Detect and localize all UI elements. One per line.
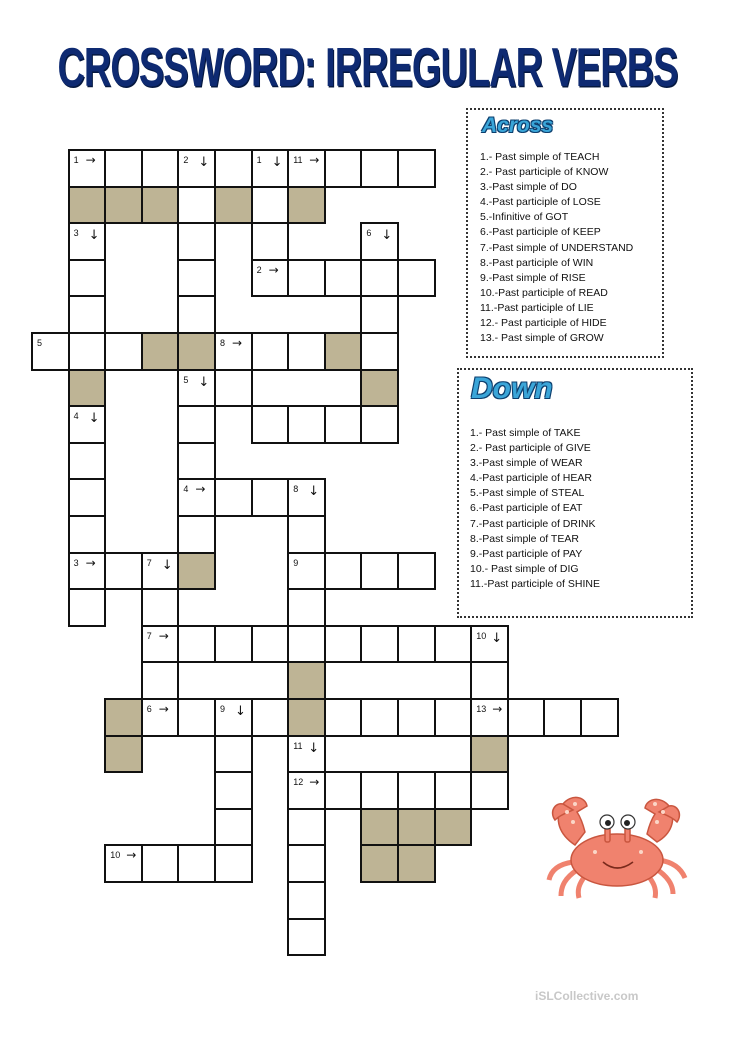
clue-number: 8 bbox=[220, 338, 226, 348]
arrow-right-icon: → bbox=[158, 628, 169, 643]
crossword-cell[interactable] bbox=[177, 698, 216, 737]
arrow-right-icon: → bbox=[126, 848, 137, 863]
crossword-cell[interactable] bbox=[360, 222, 399, 261]
crossword-cell[interactable] bbox=[177, 478, 216, 517]
across-clue: 13.- Past simple of GROW bbox=[480, 332, 604, 345]
clue-number: 5 bbox=[37, 338, 43, 348]
clue-number: 7 bbox=[146, 630, 152, 641]
crossword-cell[interactable] bbox=[287, 149, 326, 188]
crossword-cell[interactable] bbox=[251, 186, 290, 225]
crossword-cell[interactable] bbox=[397, 771, 436, 810]
crossword-cell[interactable] bbox=[214, 844, 253, 883]
arrow-right-icon: → bbox=[85, 153, 96, 167]
arrow-down-icon: ↓ bbox=[198, 155, 210, 170]
clue-number: 8 bbox=[293, 484, 299, 495]
crossword-cell[interactable] bbox=[141, 588, 180, 627]
crossword-cell[interactable] bbox=[287, 552, 326, 591]
crossword-cell[interactable] bbox=[177, 259, 216, 298]
clue-number: 13 bbox=[476, 704, 487, 714]
arrow-down-icon: ↓ bbox=[381, 228, 393, 244]
shaded-cell[interactable] bbox=[104, 735, 143, 774]
crossword-cell[interactable] bbox=[141, 661, 180, 700]
crossword-cell[interactable] bbox=[251, 149, 290, 188]
crossword-cell[interactable] bbox=[287, 405, 326, 444]
crossword-cell[interactable] bbox=[251, 698, 290, 737]
shaded-cell[interactable] bbox=[360, 844, 399, 883]
crossword-cell[interactable] bbox=[214, 771, 253, 810]
crossword-cell[interactable] bbox=[470, 771, 509, 810]
crossword-cell[interactable] bbox=[580, 698, 619, 737]
shaded-cell[interactable] bbox=[177, 552, 216, 591]
clue-number: 3 bbox=[73, 228, 79, 239]
crossword-cell[interactable] bbox=[104, 149, 143, 188]
arrow-right-icon: → bbox=[309, 153, 320, 167]
shaded-cell[interactable] bbox=[287, 698, 326, 737]
crossword-cell[interactable] bbox=[360, 552, 399, 591]
down-clue: 10.- Past simple of DIG bbox=[470, 562, 579, 575]
crossword-cell[interactable] bbox=[360, 405, 399, 444]
arrow-down-icon: ↓ bbox=[198, 374, 210, 390]
crossword-cell[interactable] bbox=[324, 552, 363, 591]
arrow-right-icon: → bbox=[232, 336, 243, 350]
clue-number: 12 bbox=[293, 777, 304, 788]
down-clue: 3.-Past simple of WEAR bbox=[470, 457, 583, 470]
arrow-down-icon: ↓ bbox=[308, 484, 320, 500]
crossword-cell[interactable] bbox=[251, 478, 290, 517]
shaded-cell[interactable] bbox=[214, 186, 253, 225]
shaded-cell[interactable] bbox=[397, 844, 436, 883]
crossword-cell[interactable] bbox=[397, 149, 436, 188]
crossword-cell[interactable] bbox=[68, 442, 107, 481]
crossword-cell[interactable] bbox=[177, 625, 216, 664]
crossword-cell[interactable] bbox=[141, 844, 180, 883]
down-clue: 8.-Past simple of TEAR bbox=[470, 532, 579, 545]
across-clue: 11.-Past participle of LIE bbox=[480, 301, 594, 314]
clue-number: 10 bbox=[476, 630, 487, 641]
down-clue: 11.-Past participle of SHINE bbox=[470, 577, 600, 590]
crossword-cell[interactable] bbox=[360, 259, 399, 298]
crossword-cell[interactable] bbox=[287, 332, 326, 371]
crossword-cell[interactable] bbox=[251, 259, 290, 298]
crossword-cell[interactable] bbox=[31, 332, 70, 371]
across-heading: Across bbox=[482, 114, 554, 137]
across-clue: 8.-Past participle of WIN bbox=[480, 256, 594, 269]
down-clue-box bbox=[457, 368, 693, 618]
clue-number: 7 bbox=[146, 557, 152, 568]
crossword-cell[interactable] bbox=[324, 771, 363, 810]
across-clue: 7.-Past simple of UNDERSTAND bbox=[480, 241, 634, 254]
crossword-cell[interactable] bbox=[214, 625, 253, 664]
crossword-cell[interactable] bbox=[287, 625, 326, 664]
crossword-cell[interactable] bbox=[287, 478, 326, 517]
down-clue-list bbox=[470, 426, 600, 592]
across-clue: 12.- Past participle of HIDE bbox=[480, 317, 607, 330]
crossword-cell[interactable] bbox=[324, 405, 363, 444]
crossword-cell[interactable] bbox=[68, 588, 107, 627]
crossword-cell[interactable] bbox=[68, 295, 107, 334]
crossword-cell[interactable] bbox=[287, 771, 326, 810]
crossword-cell[interactable] bbox=[68, 259, 107, 298]
watermark: iSLCollective.com bbox=[535, 989, 639, 1003]
shaded-cell[interactable] bbox=[287, 186, 326, 225]
arrow-down-icon: ↓ bbox=[271, 155, 283, 170]
shaded-cell[interactable] bbox=[397, 808, 436, 847]
crossword-cell[interactable] bbox=[287, 588, 326, 627]
crossword-cell[interactable] bbox=[177, 405, 216, 444]
crossword-cell[interactable] bbox=[287, 515, 326, 554]
page-title: CROSSWORD: IRREGULAR VERBS bbox=[57, 38, 678, 99]
crossword-cell[interactable] bbox=[324, 149, 363, 188]
crossword-cell[interactable] bbox=[251, 405, 290, 444]
arrow-right-icon: → bbox=[309, 775, 320, 790]
shaded-cell[interactable] bbox=[360, 369, 399, 408]
crossword-cell[interactable] bbox=[324, 625, 363, 664]
crossword-cell[interactable] bbox=[177, 442, 216, 481]
arrow-down-icon: ↓ bbox=[491, 630, 503, 646]
crossword-cell[interactable] bbox=[214, 332, 253, 371]
arrow-right-icon: → bbox=[492, 702, 503, 716]
shaded-cell[interactable] bbox=[104, 698, 143, 737]
crossword-cell[interactable] bbox=[324, 259, 363, 298]
crossword-cell[interactable] bbox=[470, 698, 509, 737]
crossword-cell[interactable] bbox=[507, 698, 546, 737]
down-clue: 4.-Past participle of HEAR bbox=[470, 472, 592, 485]
crossword-cell[interactable] bbox=[287, 735, 326, 774]
clue-number: 4 bbox=[183, 484, 189, 495]
crossword-cell[interactable] bbox=[141, 698, 180, 737]
crossword-cell[interactable] bbox=[177, 222, 216, 261]
shaded-cell[interactable] bbox=[68, 369, 107, 408]
crossword-cell[interactable] bbox=[397, 698, 436, 737]
crossword-cell[interactable] bbox=[434, 698, 473, 737]
down-heading: Down bbox=[471, 372, 553, 405]
clue-number: 2 bbox=[256, 264, 262, 275]
crossword-cell[interactable] bbox=[470, 625, 509, 664]
crossword-cell[interactable] bbox=[141, 552, 180, 591]
across-clue: 10.-Past participle of READ bbox=[480, 286, 608, 299]
crossword-cell[interactable] bbox=[214, 735, 253, 774]
crossword-cell[interactable] bbox=[104, 332, 143, 371]
across-clue: 5.-Infinitive of GOT bbox=[480, 211, 569, 224]
crossword-cell[interactable] bbox=[324, 698, 363, 737]
across-clue: 6.-Past participle of KEEP bbox=[480, 226, 601, 239]
crossword-cell[interactable] bbox=[68, 552, 107, 591]
across-clue: 2.- Past participle of KNOW bbox=[480, 166, 609, 179]
crossword-cell[interactable] bbox=[177, 844, 216, 883]
clue-number: 11 bbox=[293, 740, 303, 751]
across-clue-box bbox=[466, 108, 664, 358]
arrow-right-icon: → bbox=[85, 555, 96, 570]
crossword-cell[interactable] bbox=[360, 698, 399, 737]
clue-number: 6 bbox=[146, 704, 152, 714]
clue-number: 3 bbox=[73, 557, 79, 568]
crossword-cell[interactable] bbox=[360, 771, 399, 810]
crossword-cell[interactable] bbox=[104, 844, 143, 883]
crossword-cell[interactable] bbox=[68, 515, 107, 554]
clue-number: 2 bbox=[183, 155, 189, 165]
crossword-cell[interactable] bbox=[251, 332, 290, 371]
crossword-cell[interactable] bbox=[360, 625, 399, 664]
clue-number: 9 bbox=[220, 704, 226, 714]
crossword-cell[interactable] bbox=[68, 222, 107, 261]
crossword-cell[interactable] bbox=[397, 552, 436, 591]
clue-number: 10 bbox=[110, 850, 121, 861]
crossword-cell[interactable] bbox=[214, 698, 253, 737]
shaded-cell[interactable] bbox=[470, 735, 509, 774]
crossword-cell[interactable] bbox=[177, 369, 216, 408]
crossword-cell[interactable] bbox=[68, 149, 107, 188]
crossword-cell[interactable] bbox=[251, 222, 290, 261]
crossword-cell[interactable] bbox=[177, 149, 216, 188]
arrow-right-icon: → bbox=[268, 262, 279, 277]
clue-number: 1 bbox=[256, 155, 262, 165]
shaded-cell[interactable] bbox=[287, 661, 326, 700]
shaded-cell[interactable] bbox=[141, 332, 180, 371]
clue-number: 1 bbox=[73, 155, 79, 165]
clue-number: 5 bbox=[183, 374, 189, 385]
crossword-cell[interactable] bbox=[397, 259, 436, 298]
crossword-cell[interactable] bbox=[68, 478, 107, 517]
crab-icon bbox=[545, 790, 695, 900]
down-clue: 7.-Past participle of DRINK bbox=[470, 517, 596, 530]
across-clue: 9.-Past simple of RISE bbox=[480, 271, 586, 284]
crossword-cell[interactable] bbox=[214, 808, 253, 847]
shaded-cell[interactable] bbox=[324, 332, 363, 371]
shaded-cell[interactable] bbox=[434, 808, 473, 847]
crossword-cell[interactable] bbox=[214, 149, 253, 188]
crossword-cell[interactable] bbox=[543, 698, 582, 737]
crossword-cell[interactable] bbox=[360, 332, 399, 371]
crossword-cell[interactable] bbox=[287, 259, 326, 298]
shaded-cell[interactable] bbox=[360, 808, 399, 847]
clue-number: 9 bbox=[293, 557, 299, 568]
arrow-down-icon: ↓ bbox=[235, 704, 246, 719]
crossword-cell[interactable] bbox=[141, 625, 180, 664]
down-clue: 5.-Past simple of STEAL bbox=[470, 487, 585, 500]
down-clue: 2.- Past participle of GIVE bbox=[470, 442, 591, 455]
clue-number: 6 bbox=[366, 228, 372, 239]
crossword-cell[interactable] bbox=[434, 625, 473, 664]
crossword-cell[interactable] bbox=[68, 405, 107, 444]
crossword-cell[interactable] bbox=[68, 332, 107, 371]
arrow-down-icon: ↓ bbox=[308, 740, 320, 756]
across-clue: 4.-Past participle of LOSE bbox=[480, 196, 601, 209]
crossword-cell[interactable] bbox=[287, 881, 326, 920]
crossword-cell[interactable] bbox=[287, 918, 326, 957]
arrow-down-icon: ↓ bbox=[88, 228, 100, 244]
down-clue: 9.-Past participle of PAY bbox=[470, 547, 583, 560]
clue-number: 11 bbox=[293, 155, 303, 165]
shaded-cell[interactable] bbox=[68, 186, 107, 225]
crossword-cell[interactable] bbox=[177, 295, 216, 334]
crossword-cell[interactable] bbox=[177, 515, 216, 554]
crossword-cell[interactable] bbox=[214, 369, 253, 408]
clue-number: 4 bbox=[73, 411, 79, 422]
crossword-cell[interactable] bbox=[104, 552, 143, 591]
crossword-cell[interactable] bbox=[287, 808, 326, 847]
across-clue: 3.-Past simple of DO bbox=[480, 181, 577, 194]
arrow-right-icon: → bbox=[195, 482, 206, 497]
crossword-cell[interactable] bbox=[397, 625, 436, 664]
across-clue-list bbox=[480, 150, 633, 346]
arrow-down-icon: ↓ bbox=[88, 411, 100, 427]
crossword-cell[interactable] bbox=[470, 661, 509, 700]
crossword-cell[interactable] bbox=[434, 771, 473, 810]
shaded-cell[interactable] bbox=[177, 332, 216, 371]
crossword-cell[interactable] bbox=[214, 478, 253, 517]
arrow-down-icon: ↓ bbox=[161, 557, 173, 573]
down-clue: 6.-Past participle of EAT bbox=[470, 502, 583, 515]
crossword-cell[interactable] bbox=[251, 625, 290, 664]
down-clue: 1.- Past simple of TAKE bbox=[470, 427, 581, 439]
crossword-cell[interactable] bbox=[287, 844, 326, 883]
shaded-cell[interactable] bbox=[104, 186, 143, 225]
shaded-cell[interactable] bbox=[141, 186, 180, 225]
crossword-cell[interactable] bbox=[141, 149, 180, 188]
across-clue: 1.- Past simple of TEACH bbox=[480, 151, 600, 163]
crossword-cell[interactable] bbox=[360, 295, 399, 334]
arrow-right-icon: → bbox=[158, 702, 169, 716]
crossword-cell[interactable] bbox=[360, 149, 399, 188]
crossword-cell[interactable] bbox=[177, 186, 216, 225]
